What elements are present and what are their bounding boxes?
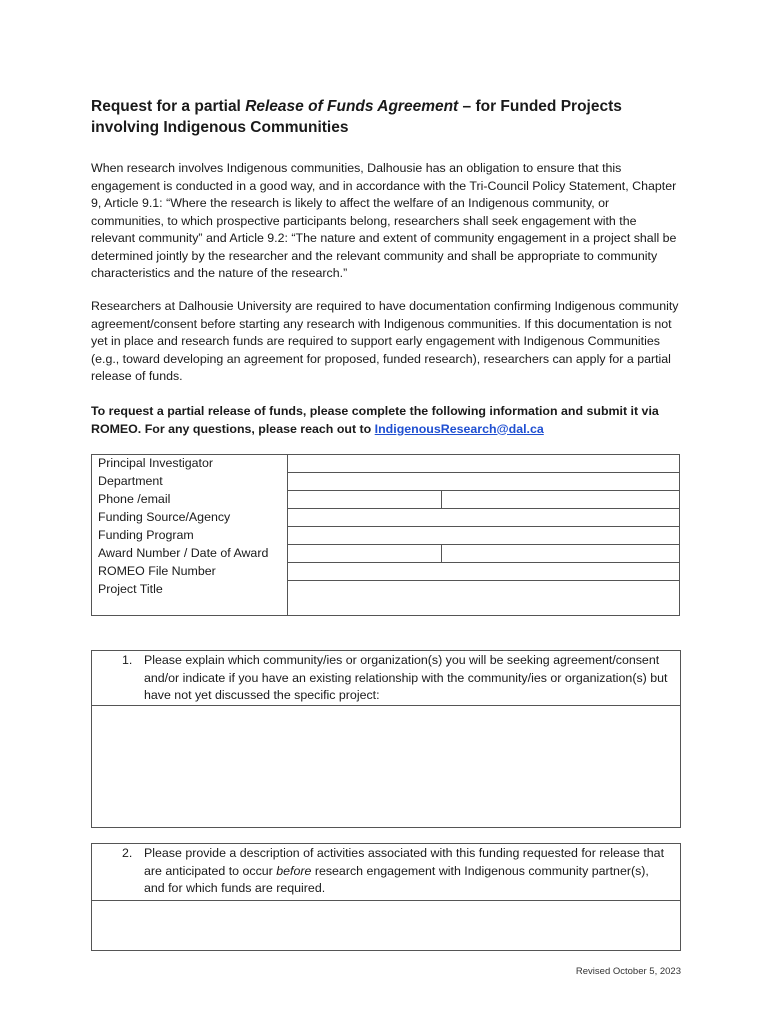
table-row xyxy=(92,473,680,491)
row-label: ROMEO File Number xyxy=(92,563,288,581)
table-row xyxy=(92,455,680,473)
revision-date: Revised October 5, 2023 xyxy=(575,966,681,977)
funding-program-field[interactable] xyxy=(288,527,680,545)
email-field[interactable] xyxy=(442,491,680,509)
table-row xyxy=(92,509,680,527)
question-1-prompt xyxy=(92,651,680,706)
question-2-box xyxy=(91,843,681,951)
question-number: 1. xyxy=(122,653,133,667)
award-number-field[interactable] xyxy=(288,545,442,563)
department-field[interactable] xyxy=(288,473,680,491)
principal-investigator-field[interactable] xyxy=(288,455,680,473)
question-1-answer-field[interactable] xyxy=(92,706,680,827)
title-prefix: Request for a partial xyxy=(91,98,246,115)
table-row xyxy=(92,545,680,563)
funding-source-field[interactable] xyxy=(288,509,680,527)
question-number: 2. xyxy=(122,846,133,860)
instruction-text: To request a partial release of funds, please complete the following information and submit it via ROMEO. For any questions, please reach out to xyxy=(91,404,659,436)
row-label: Award Number / Date of Award xyxy=(92,545,288,563)
project-title-field[interactable] xyxy=(288,581,680,616)
row-label: Funding Program xyxy=(92,527,288,545)
page-title xyxy=(91,96,681,138)
question-2-prompt xyxy=(92,844,680,901)
requirements-paragraph: Researchers at Dalhousie University are required to have documentation confirming Indigenous community agreement/consent before starting any research with Indigenous communities. If this documentation is not yet in place and research funds are required to support early engagement with Indigenous Communities (e.g., toward developing an agreement for proposed, funded research), researchers can apply for a partial release of funds. xyxy=(91,299,679,383)
romeo-file-number-field[interactable] xyxy=(288,563,680,581)
email-link[interactable]: IndigenousResearch@dal.ca xyxy=(374,421,544,436)
row-label: Department xyxy=(92,473,288,491)
table-row xyxy=(92,491,680,509)
question-text-prefix: Please provide a description of activities associated with this funding requested for release that are anticipated to occur xyxy=(144,846,665,878)
question-1-box xyxy=(91,650,681,828)
row-label: Project Title xyxy=(92,581,288,616)
project-info-table xyxy=(91,454,680,616)
question-text: Please explain which community/ies or organization(s) you will be seeking agreement/consent and/or indicate if you have an existing relationship with the community/ies or organization(s) but have not yet discussed the specific project: xyxy=(144,653,668,702)
row-label: Principal Investigator xyxy=(92,455,288,473)
row-label: Phone /email xyxy=(92,491,288,509)
intro-paragraph: When research involves Indigenous communities, Dalhousie has an obligation to ensure that this engagement is conducted in a good way, and in accordance with the Tri-Council Policy Statement, Chapter 9, Article 9.1: “Where the research is likely to affect the welfare of an Indigenous community, or communities, to which prospective participants belong, researchers shall seek engagement with the relevant community” and Article 9.2: “The nature and extent of community engagement in a project shall be determined jointly by the researcher and the relevant community and shall be appropriate to community characteristics and the nature of the research.” xyxy=(91,161,677,280)
row-label: Funding Source/Agency xyxy=(92,509,288,527)
table-row xyxy=(92,563,680,581)
question-text-suffix: research engagement with Indigenous community partner(s), and for which funds are required. xyxy=(144,863,649,895)
title-italic: Release of Funds Agreement xyxy=(245,98,459,115)
instruction-paragraph xyxy=(91,403,683,438)
award-date-field[interactable] xyxy=(442,545,680,563)
table-row xyxy=(92,527,680,545)
title-suffix: – for Funded Projects involving Indigenous Communities xyxy=(91,98,622,136)
question-2-answer-field[interactable] xyxy=(92,901,680,950)
table-row xyxy=(92,581,680,616)
phone-field[interactable] xyxy=(288,491,442,509)
question-text-italic: before xyxy=(276,863,312,878)
